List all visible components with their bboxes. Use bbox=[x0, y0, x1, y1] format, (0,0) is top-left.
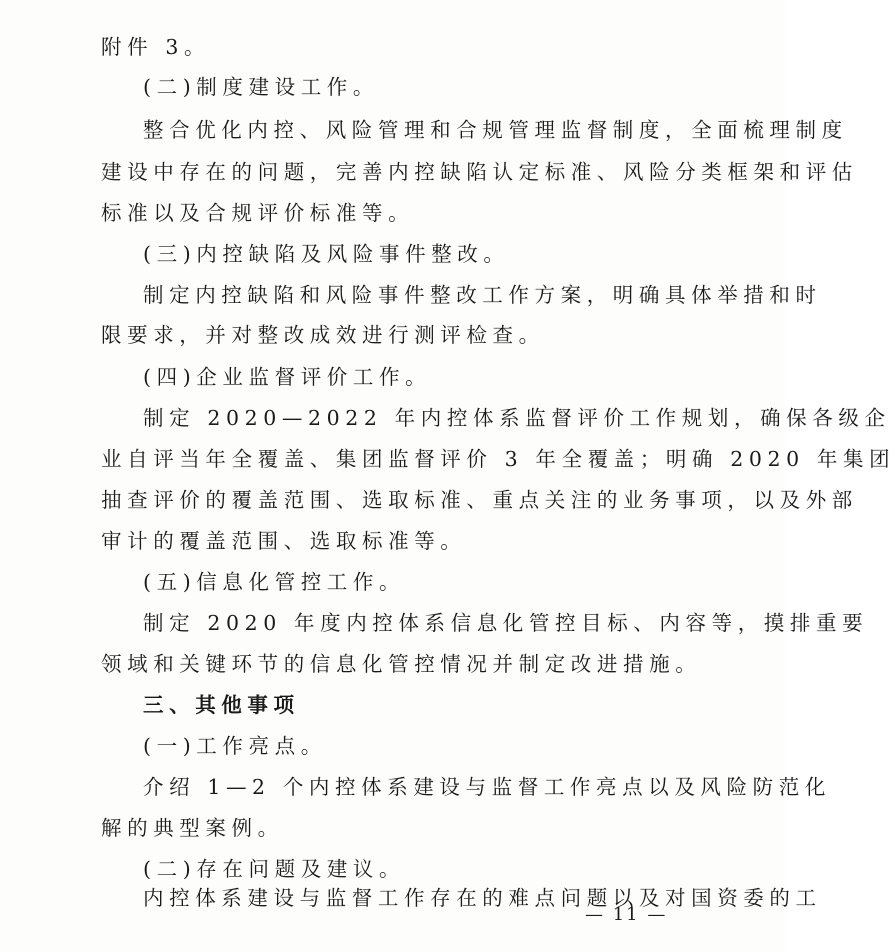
page-number: — 11 — bbox=[585, 904, 668, 925]
text-line: 标准以及合规评价标准等。 bbox=[101, 201, 415, 225]
text-line: 内控体系建设与监督工作存在的难点问题以及对国资委的工 bbox=[143, 886, 822, 910]
text-line: 附件 3。 bbox=[101, 35, 211, 59]
text-line: 抽查评价的覆盖范围、选取标准、重点关注的业务事项，以及外部 bbox=[101, 488, 858, 512]
section-heading: (四)企业监督评价工作。 bbox=[143, 365, 432, 389]
text-line: 领域和关键环节的信息化管控情况并制定改进措施。 bbox=[101, 652, 702, 676]
text-line: 限要求，并对整改成效进行测评检查。 bbox=[101, 323, 545, 347]
section-heading: (二)存在问题及建议。 bbox=[143, 857, 406, 881]
section-heading: (三)内控缺陷及风险事件整改。 bbox=[143, 242, 510, 266]
section-heading: (一)工作亮点。 bbox=[143, 734, 327, 758]
text-line: 审计的覆盖范围、选取标准等。 bbox=[101, 529, 467, 553]
text-line: 建设中存在的问题，完善内控缺陷认定标准、风险分类框架和评估 bbox=[101, 160, 858, 184]
text-line: 制定内控缺陷和风险事件整改工作方案，明确具体举措和时 bbox=[143, 283, 822, 307]
text-line: 整合优化内控、风险管理和合规管理监督制度，全面梳理制度 bbox=[143, 118, 848, 142]
section-heading: (二)制度建设工作。 bbox=[143, 75, 379, 99]
text-line: 业自评当年全覆盖、集团监督评价 3 年全覆盖；明确 2020 年集团 bbox=[101, 447, 895, 471]
text-line: 制定 2020 年度内控体系信息化管控目标、内容等，摸排重要 bbox=[143, 611, 869, 635]
text-line: 介绍 1—2 个内控体系建设与监督工作亮点以及风险防范化 bbox=[143, 775, 831, 799]
text-line: 解的典型案例。 bbox=[101, 816, 284, 840]
section-heading: (五)信息化管控工作。 bbox=[143, 570, 406, 594]
chapter-heading: 三、其他事项 bbox=[143, 693, 300, 717]
text-line: 制定 2020—2022 年内控体系监督评价工作规划，确保各级企 bbox=[143, 406, 891, 430]
